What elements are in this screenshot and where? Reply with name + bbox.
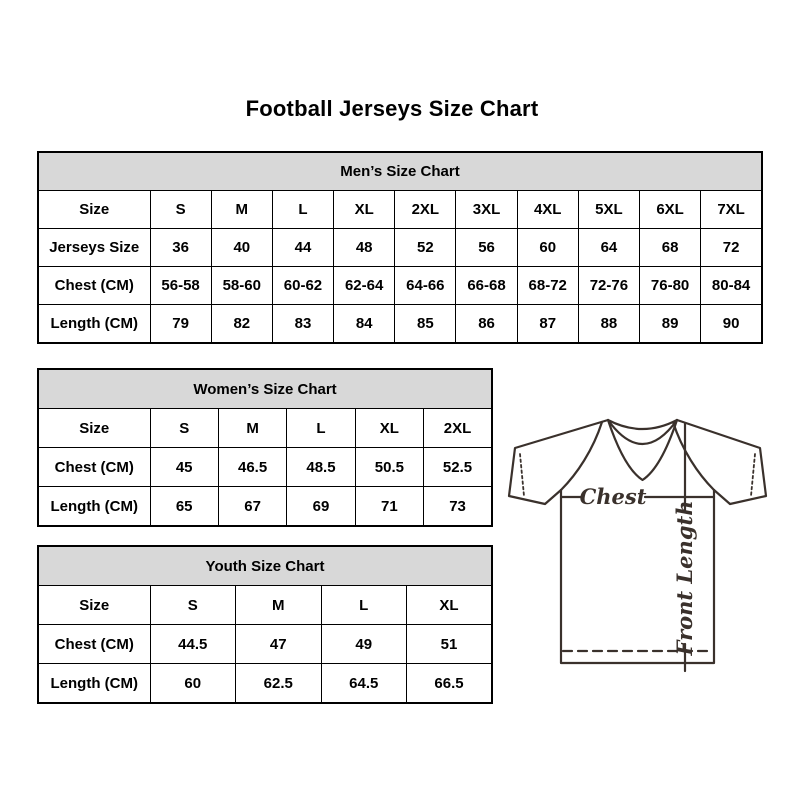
row-label: Size	[38, 409, 150, 448]
table-cell: 2XL	[424, 409, 492, 448]
table-row	[38, 267, 762, 305]
table-cell: XL	[355, 409, 423, 448]
table-cell: 49	[321, 625, 407, 664]
table-title: Youth Size Chart	[38, 546, 492, 586]
table-cell: 64-66	[395, 267, 456, 305]
table-cell: 58-60	[211, 267, 272, 305]
table-cell: 68-72	[517, 267, 578, 305]
table-cell: 44.5	[150, 625, 236, 664]
table-cell: 50.5	[355, 448, 423, 487]
row-label: Chest (CM)	[38, 448, 150, 487]
row-label: Size	[38, 191, 150, 229]
table-cell: 82	[211, 305, 272, 344]
table-cell: 79	[150, 305, 211, 344]
table-cell: L	[272, 191, 333, 229]
table-cell: S	[150, 409, 218, 448]
table-cell: 64	[578, 229, 639, 267]
table-cell: 6XL	[640, 191, 701, 229]
table-cell: 73	[424, 487, 492, 527]
table-cell: 36	[150, 229, 211, 267]
youth-size-table	[37, 545, 493, 704]
table-cell: 76-80	[640, 267, 701, 305]
table-cell: 46.5	[218, 448, 286, 487]
table-row	[38, 487, 492, 527]
row-label: Size	[38, 586, 150, 625]
womens-size-table	[37, 368, 493, 527]
table-cell: 60-62	[272, 267, 333, 305]
table-cell: 71	[355, 487, 423, 527]
table-row	[38, 229, 762, 267]
table-cell: 64.5	[321, 664, 407, 704]
row-label: Jerseys Size	[38, 229, 150, 267]
table-cell: 83	[272, 305, 333, 344]
table-cell: 48	[334, 229, 395, 267]
table-cell: 85	[395, 305, 456, 344]
table-cell: 47	[236, 625, 322, 664]
table-cell: 56	[456, 229, 517, 267]
table-row	[38, 448, 492, 487]
table-title: Women’s Size Chart	[38, 369, 492, 409]
row-label: Length (CM)	[38, 487, 150, 527]
table-cell: 45	[150, 448, 218, 487]
table-cell: 87	[517, 305, 578, 344]
table-cell: S	[150, 191, 211, 229]
table-cell: M	[211, 191, 272, 229]
table-cell: 80-84	[701, 267, 762, 305]
table-title: Men’s Size Chart	[38, 152, 762, 191]
jersey-measurement-diagram	[505, 408, 770, 698]
row-label: Length (CM)	[38, 305, 150, 344]
table-row	[38, 409, 492, 448]
table-cell: L	[287, 409, 355, 448]
mens-size-table	[37, 151, 763, 344]
table-cell: 90	[701, 305, 762, 344]
table-cell: 60	[517, 229, 578, 267]
table-row	[38, 586, 492, 625]
right-sleeve-seam	[673, 422, 714, 490]
table-row	[38, 305, 762, 344]
front-length-measure-label: Front Length	[672, 500, 697, 656]
table-cell: 7XL	[701, 191, 762, 229]
table-cell: 68	[640, 229, 701, 267]
right-cuff-stitch-line	[751, 454, 755, 496]
row-label: Chest (CM)	[38, 625, 150, 664]
table-cell: 89	[640, 305, 701, 344]
row-label: Length (CM)	[38, 664, 150, 704]
table-cell: 69	[287, 487, 355, 527]
table-cell: 72	[701, 229, 762, 267]
table-cell: M	[218, 409, 286, 448]
table-cell: L	[321, 586, 407, 625]
table-cell: 51	[407, 625, 493, 664]
table-cell: 84	[334, 305, 395, 344]
table-cell: 65	[150, 487, 218, 527]
table-cell: 62.5	[236, 664, 322, 704]
table-cell: 67	[218, 487, 286, 527]
table-cell: 2XL	[395, 191, 456, 229]
left-cuff-stitch-line	[520, 454, 524, 496]
table-cell: XL	[334, 191, 395, 229]
table-cell: 66-68	[456, 267, 517, 305]
table-cell: 86	[456, 305, 517, 344]
table-cell: S	[150, 586, 236, 625]
table-row	[38, 625, 492, 664]
chest-measure-label: Chest	[579, 484, 647, 509]
table-cell: 66.5	[407, 664, 493, 704]
table-cell: 88	[578, 305, 639, 344]
table-cell: 40	[211, 229, 272, 267]
table-cell: 44	[272, 229, 333, 267]
table-cell: 52	[395, 229, 456, 267]
row-label: Chest (CM)	[38, 267, 150, 305]
table-row	[38, 664, 492, 704]
page-title: Football Jerseys Size Chart	[245, 96, 539, 121]
collar-back-arc	[608, 420, 677, 429]
table-cell: 52.5	[424, 448, 492, 487]
table-cell: 56-58	[150, 267, 211, 305]
table-cell: 4XL	[517, 191, 578, 229]
table-cell: M	[236, 586, 322, 625]
table-cell: 60	[150, 664, 236, 704]
table-cell: 5XL	[578, 191, 639, 229]
table-cell: 72-76	[578, 267, 639, 305]
table-cell: 48.5	[287, 448, 355, 487]
table-cell: XL	[407, 586, 493, 625]
table-cell: 3XL	[456, 191, 517, 229]
table-cell: 62-64	[334, 267, 395, 305]
table-row	[38, 191, 762, 229]
